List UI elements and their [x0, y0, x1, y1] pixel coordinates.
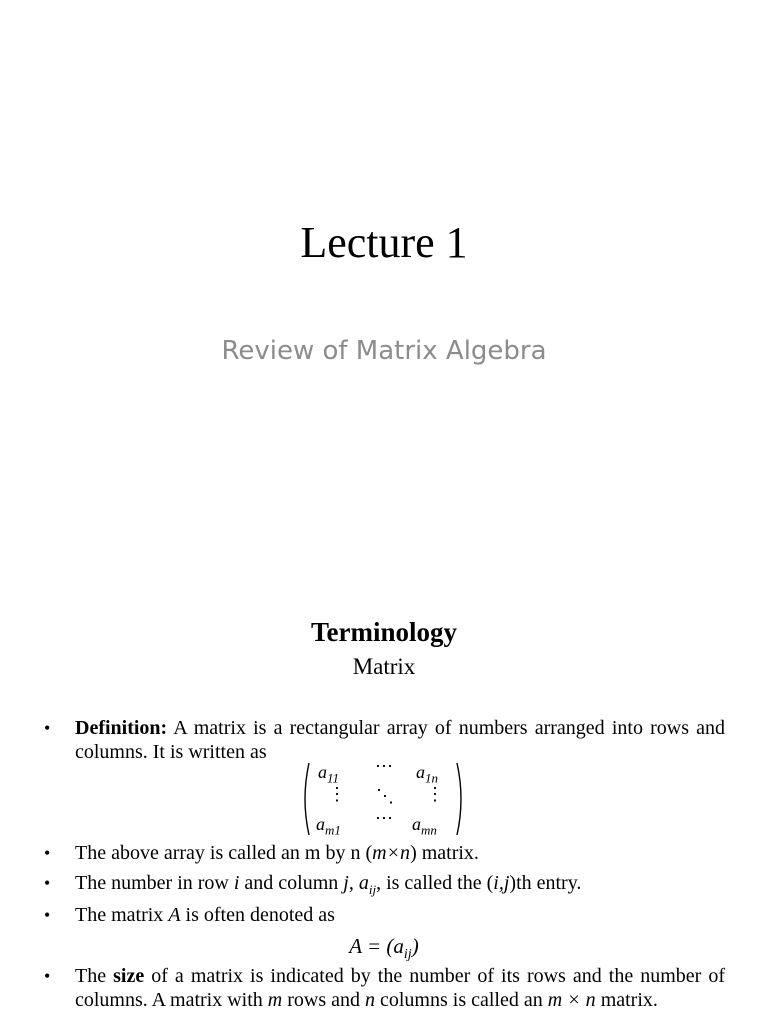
left-parenthesis: [300, 762, 310, 836]
bullet-text: The size of a matrix is indicated by the number of its rows and the number of columns. A matrix with m rows and n columns is called an m × n matrix.: [75, 965, 726, 1011]
right-parenthesis: [456, 762, 466, 836]
bullet-text: The number in row i and column j, $a_{ij}$, is called the (i,j)th entry.: [75, 872, 582, 897]
matrix-vdots-right: ⋮: [426, 784, 444, 804]
bullet-text: The above array is called an m by n (m×n) matrix.: [75, 842, 479, 864]
matrix-ddots: ⋱: [376, 786, 394, 806]
slide-heading: Terminology: [310, 617, 457, 647]
matrix-display: [300, 756, 466, 838]
matrix-vdots-left: ⋮: [328, 784, 346, 804]
bullet-dot: •: [44, 843, 51, 863]
terminology-slide: [0, 576, 768, 1024]
bullet-dot: •: [44, 905, 51, 925]
matrix-hdots-top: ⋯: [375, 756, 393, 776]
slide-subheading: Matrix: [352, 654, 416, 679]
matrix-entry-a11: $a_{11}$: [318, 762, 340, 786]
bullet-text: The matrix A is often denoted as: [75, 904, 335, 926]
bullet-dot: •: [44, 966, 51, 986]
definition-text: A matrix is a rectangular array of numbers arranged into rows and columns. It is written as: [75, 717, 725, 763]
bullet-text: [75, 716, 725, 764]
matrix-hdots-bottom: ⋯: [375, 808, 393, 828]
lecture-title: Lecture 1: [300, 218, 468, 267]
lecture-subtitle: Review of Matrix Algebra: [221, 336, 547, 366]
matrix-entry-amn: $a_{mn}$: [412, 814, 437, 838]
matrix-entry-a1n: $a_{1n}$: [416, 762, 438, 786]
definition-label: Definition:: [75, 717, 168, 739]
matrix-equation: $A = (a_{ij})$: [349, 934, 419, 963]
bullet-dot: •: [44, 718, 51, 738]
matrix-entry-am1: $a_{m1}$: [316, 814, 341, 838]
bullet-dot: •: [44, 873, 51, 893]
